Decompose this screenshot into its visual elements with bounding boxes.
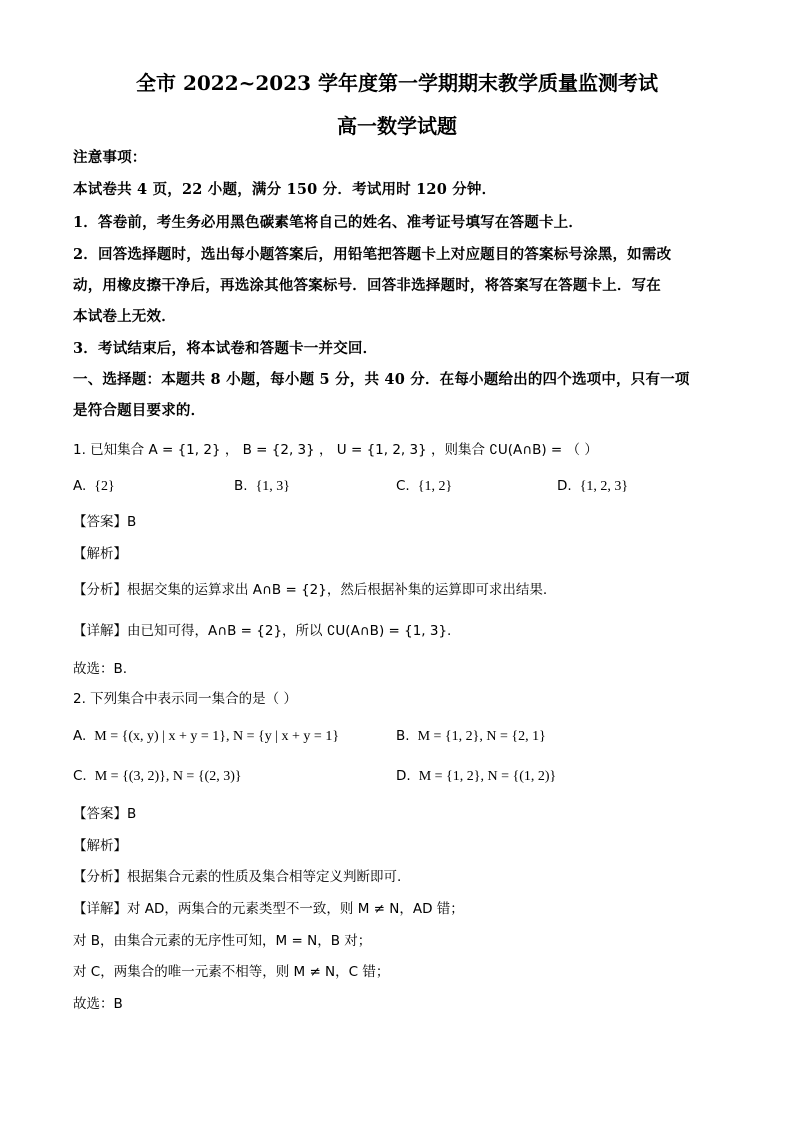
exam-subtitle: 高一数学试题 bbox=[337, 114, 457, 138]
option-label: B. bbox=[396, 728, 410, 744]
section-heading: 一、选择题：本题共 8 小题，每小题 5 分，共 40 分．在每小题给出的四个选项中，只有一项 bbox=[73, 371, 690, 388]
q1-fenxi: 【分析】根据交集的运算求出 A∩B = {2}，然后根据补集的运算即可求出结果. bbox=[73, 582, 548, 598]
q1-answer: 【答案】B bbox=[73, 514, 137, 530]
q1-analysis: 【解析】 bbox=[73, 546, 127, 562]
notice-line: 动，用橡皮擦干净后，再选涂其他答案标号．回答非选择题时，将答案写在答题卡上．写在 bbox=[73, 277, 661, 294]
q1-choice: 故选：B. bbox=[73, 661, 128, 677]
q2-fenxi: 【分析】根据集合元素的性质及集合相等定义判断即可. bbox=[73, 869, 402, 885]
option-value: M = {(x, y) | x + y = 1}, N = {y | x + y = 1} bbox=[94, 729, 340, 744]
option-label: D. bbox=[396, 768, 411, 784]
option-value: M = {1, 2}, N = {2, 1} bbox=[417, 729, 546, 744]
notice-heading: 注意事项： bbox=[73, 149, 147, 166]
option-label: A. bbox=[73, 478, 87, 494]
q2-line-b: 对 B，由集合元素的无序性可知，M = N，B 对； bbox=[73, 933, 372, 949]
q1-option-a bbox=[73, 480, 115, 494]
q2-answer: 【答案】B bbox=[73, 806, 137, 822]
q2-option-d bbox=[396, 770, 556, 784]
option-value: {1, 2, 3} bbox=[579, 479, 629, 494]
notice-line: 1．答卷前，考生务必用黑色碳素笔将自己的姓名、准考证号填写在答题卡上． bbox=[73, 214, 584, 231]
q2-analysis: 【解析】 bbox=[73, 838, 127, 854]
option-label: D. bbox=[557, 478, 572, 494]
notice-line: 本试卷上无效． bbox=[73, 308, 176, 325]
option-value: {1, 2} bbox=[417, 479, 453, 494]
notice-line: 本试卷共 4 页，22 小题，满分 150 分．考试用时 120 分钟． bbox=[73, 181, 497, 198]
question-1-stem: 1. 已知集合 A = {1, 2} ， B = {2, 3} ， U = {1, 2, 3} ，则集合 ∁U(A∩B) = （ ） bbox=[73, 442, 598, 458]
notice-line: 2．回答选择题时，选出每小题答案后，用铅笔把答题卡上对应题目的答案标号涂黑，如需改 bbox=[73, 246, 672, 263]
exam-title: 全市 2022~2023 学年度第一学期期末教学质量监测考试 bbox=[135, 71, 658, 95]
q1-option-c bbox=[396, 480, 452, 494]
section-heading-cont: 是符合题目要求的． bbox=[73, 402, 206, 419]
q2-option-a bbox=[73, 730, 339, 744]
q1-xiangjie: 【详解】由已知可得，A∩B = {2}，所以 ∁U(A∩B) = {1, 3}. bbox=[73, 623, 452, 639]
notice-line: 3．考试结束后，将本试卷和答题卡一并交回． bbox=[73, 340, 378, 357]
option-label: C. bbox=[73, 768, 87, 784]
option-value: M = {(3, 2)}, N = {(2, 3)} bbox=[94, 769, 242, 784]
q1-option-b bbox=[234, 480, 290, 494]
option-label: B. bbox=[234, 478, 248, 494]
q1-option-d bbox=[557, 480, 628, 494]
q2-choice: 故选：B bbox=[73, 996, 123, 1012]
option-label: C. bbox=[396, 478, 410, 494]
option-value: M = {1, 2}, N = {(1, 2)} bbox=[418, 769, 557, 784]
q2-xiangjie: 【详解】对 AD，两集合的元素类型不一致，则 M ≠ N，AD 错； bbox=[73, 901, 464, 917]
option-value: {1, 3} bbox=[255, 479, 291, 494]
question-2-stem: 2. 下列集合中表示同一集合的是（ ） bbox=[73, 691, 297, 707]
q2-option-c bbox=[73, 770, 242, 784]
q2-line-c: 对 C，两集合的唯一元素不相等，则 M ≠ N，C 错； bbox=[73, 964, 390, 980]
option-label: A. bbox=[73, 728, 87, 744]
option-value: {2} bbox=[94, 479, 115, 494]
q2-option-b bbox=[396, 730, 546, 744]
